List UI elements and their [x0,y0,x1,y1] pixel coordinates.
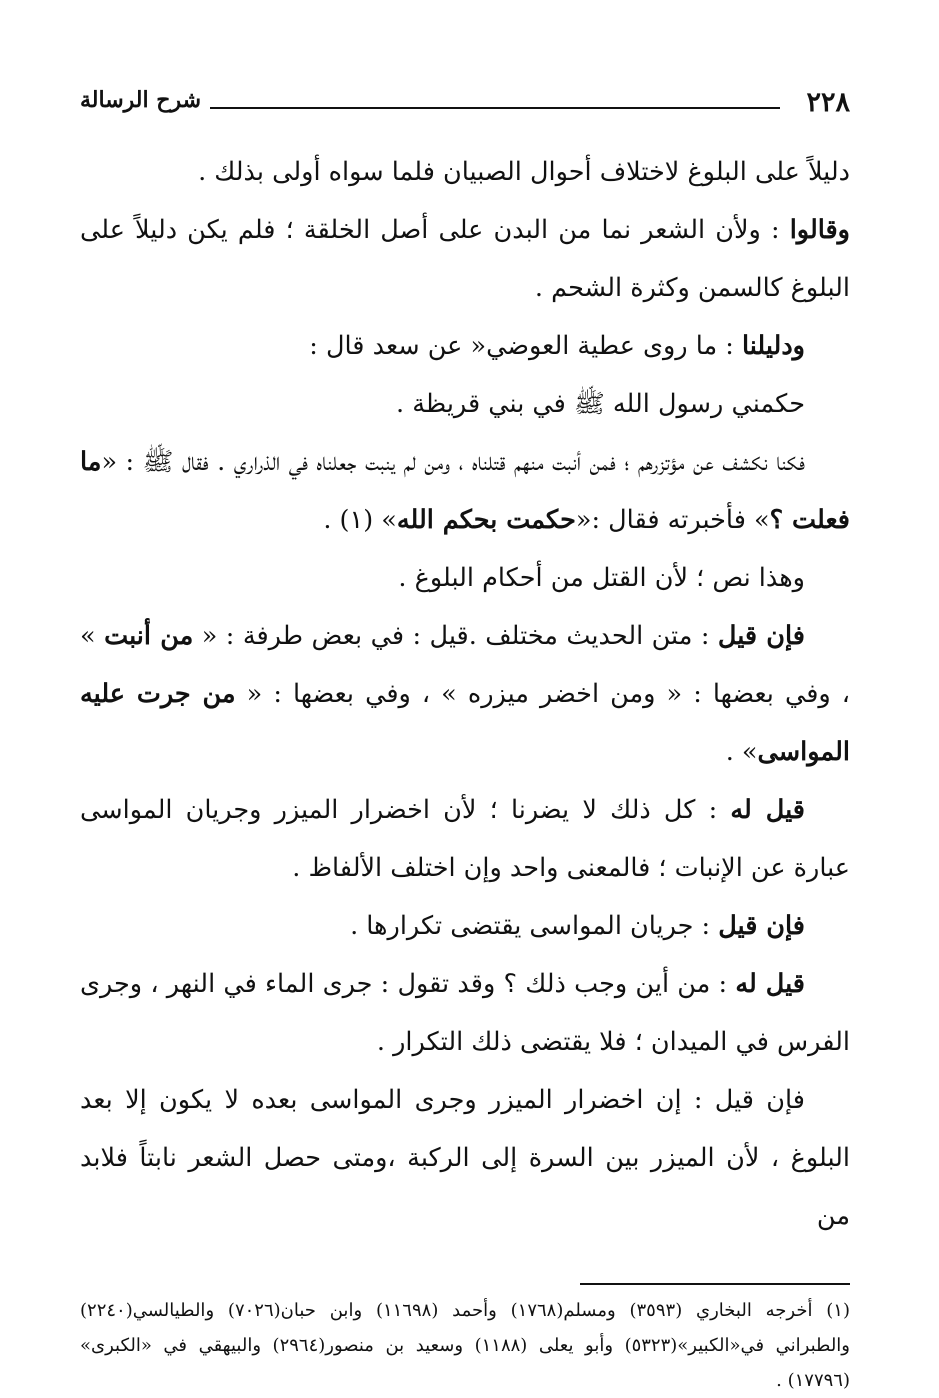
paragraph-7-quote-1: من أنبت [104,621,194,651]
footnote-1 [80,1293,850,1398]
paragraph-7-text-3: » . [725,737,758,767]
paragraph-7-text-1: : متن الحديث مختلف .قيل : في بعض طرفة : « [193,621,718,651]
paragraph-7-lead: فإن قيل [717,621,805,651]
footnotes [80,1293,850,1398]
paragraph-10-text: : من أين وجب ذلك ؟ وقد تقول : جرى الماء في النهر ، وجرى الفرس في الميدان ؛ فلا يقتضى ذلك التكرار . [80,969,850,1057]
paragraph-8-lead: قيل له [730,795,805,825]
paragraph-10-lead: قيل له [735,969,805,999]
footnote-rule [580,1283,850,1285]
paragraph-3-text: : ما روى عطية العوضي« عن سعد قال : [309,331,742,361]
paragraph-4 [80,375,850,433]
paragraph-5-quote-1: ما فعلت ؟ [80,447,850,535]
body-text [80,143,850,1245]
paragraph-9-text: : جريان المواسى يقتضى تكرارها . [350,911,719,941]
paragraph-2-lead: وقالوا [789,215,850,245]
book-page [80,85,850,1398]
page-header [80,85,850,125]
paragraph-5-end: » (١) . [323,505,397,535]
paragraph-8 [80,781,850,897]
header-rule [210,107,780,109]
paragraph-7 [80,607,850,781]
paragraph-1-text: دليلاً على البلوغ لاختلاف أحوال الصبيان فلما سواه أولى بذلك . [198,157,850,187]
footnote-1-text: (١) أخرجه البخاري (٣٥٩٣) ومسلم(١٧٦٨) وأحمد (١١٦٩٨) وابن حبان(٧٠٢٦) والطيالسي(٢٢٤٠) والطبراني في«الكبير»(٥٣٢٣) وأبو يعلى (١١٨٨) وسعيد بن منصور(٢٩٦٤) والبيهقي في «الكبرى» (١٧٧٩٦) . [80,1300,850,1391]
paragraph-5-text: فكنا نكشف عن مؤتزرهم ؛ فمن أنبت منهم قتلناه ، ومن لم ينبت جعلناه في الذراري . فقال ﷺ : « [101,447,805,477]
paragraph-7-quote-2: من جرت عليه المواسى [80,679,850,767]
paragraph-5-mid: » فأخبرته فقال :« [575,505,770,535]
paragraph-6-text: وهذا نص ؛ لأن القتل من أحكام البلوغ . [398,563,805,593]
paragraph-3 [80,317,850,375]
paragraph-10 [80,955,850,1071]
paragraph-8-text: : كل ذلك لا يضرنا ؛ لأن اخضرار الميزر وجريان المواسى عبارة عن الإنبات ؛ فالمعنى واحد وإن اختلف الألفاظ . [80,795,850,883]
paragraph-1 [80,143,850,201]
paragraph-5-quote-2: حكمت بحكم الله [396,505,576,535]
running-title: شرح الرسالة [80,87,202,113]
paragraph-2-text: : ولأن الشعر نما من البدن على أصل الخلقة ؛ فلم يكن دليلاً على البلوغ كالسمن وكثرة الشحم . [80,215,850,303]
paragraph-3-lead: ودليلنا [741,331,805,361]
paragraph-4-text: حكمني رسول الله ﷺ في بني قريظة . [396,389,805,419]
paragraph-9-lead: فإن قيل [718,911,805,941]
paragraph-5 [80,433,850,549]
paragraph-9 [80,897,850,955]
page-number: ٢٢٨ [806,87,850,118]
paragraph-11 [80,1071,850,1245]
paragraph-11-text: فإن قيل : إن اخضرار الميزر وجرى المواسى بعده لا يكون إلا بعد البلوغ ، لأن الميزر بين السرة إلى الركبة ،ومتى حصل الشعر نابتاً فلابد من [80,1085,850,1231]
paragraph-2 [80,201,850,317]
paragraph-6 [80,549,850,607]
paragraph-7-text-2: » ، وفي بعضها : « ومن اخضر ميزره » ، وفي بعضها : « [80,621,850,709]
